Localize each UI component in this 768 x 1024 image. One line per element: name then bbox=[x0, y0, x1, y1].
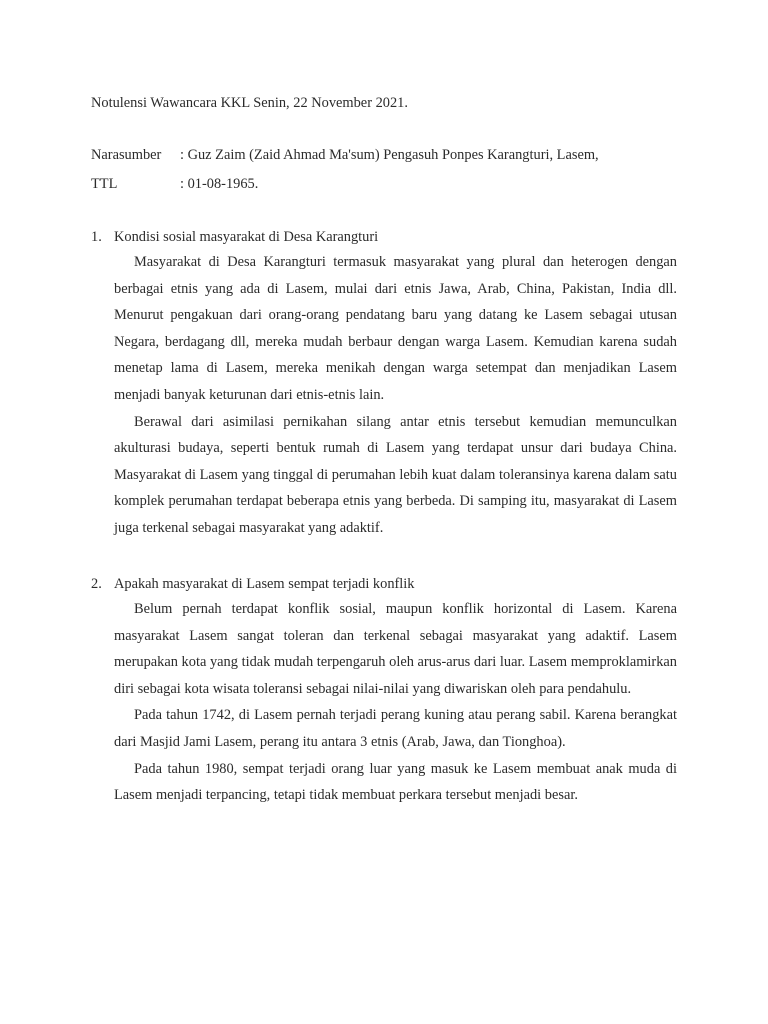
section-heading-1 bbox=[91, 228, 378, 246]
meta-label: Narasumber bbox=[91, 147, 162, 163]
section-body-2 bbox=[114, 596, 677, 809]
paragraph: Masyarakat di Desa Karangturi termasuk masyarakat yang plural dan heterogen dengan berbagai etnis yang ada di Lasem, mulai dari etnis Jawa, Arab, China, Pakistan, India dll. Menurut pengakuan dari orang-orang pendatang baru yang datang ke Lasem sebagai utusan Negara, berdagang dll, mereka mudah berbaur dengan warga Lasem. Kemudian karena sudah menetap lama di Lasem, mereka menikah dengan warga setempat dan menjadikan Lasem menjadi banyak keturunan dari etnis-etnis lain. bbox=[114, 254, 677, 403]
meta-value: : Guz Zaim (Zaid Ahmad Ma'sum) Pengasuh Ponpes Karangturi, Lasem, bbox=[180, 147, 599, 163]
paragraph: Pada tahun 1742, di Lasem pernah terjadi perang kuning atau perang sabil. Karena berangkat dari Masjid Jami Lasem, perang itu antara 3 etnis (Arab, Jawa, dan Tionghoa). bbox=[114, 707, 677, 750]
meta-value: : 01-08-1965. bbox=[180, 176, 259, 192]
section-body-1 bbox=[114, 249, 677, 542]
section-heading-2 bbox=[91, 575, 415, 593]
section-number: 2. bbox=[91, 576, 102, 592]
document-title: Notulensi Wawancara KKL Senin, 22 November 2021. bbox=[91, 95, 408, 111]
meta-label: TTL bbox=[91, 176, 118, 192]
meta-row-narasumber bbox=[91, 146, 599, 164]
paragraph: Pada tahun 1980, sempat terjadi orang luar yang masuk ke Lasem membuat anak muda di Lasem menjadi terpancing, tetapi tidak membuat perkara tersebut menjadi besar. bbox=[114, 760, 677, 804]
meta-row-ttl bbox=[91, 175, 258, 193]
section-title: Kondisi sosial masyarakat di Desa Karangturi bbox=[114, 229, 379, 245]
section-title: Apakah masyarakat di Lasem sempat terjadi konflik bbox=[114, 576, 415, 592]
section-number: 1. bbox=[91, 229, 102, 245]
paragraph: Belum pernah terdapat konflik sosial, maupun konflik horizontal di Lasem. Karena masyarakat Lasem sangat toleran dan terkenal sebagai masyarakat yang adaktif. Lasem merupakan kota yang tidak mudah terpengaruh oleh arus-arus dari luar. Lasem memproklamirkan diri sebagai kota wisata toleransi sebagai nilai-nilai yang diwariskan oleh para pendahulu. bbox=[114, 601, 677, 697]
paragraph: Berawal dari asimilasi pernikahan silang antar etnis tersebut kemudian memunculkan akulturasi budaya, seperti bentuk rumah di Lasem yang terdapat unsur dari budaya China. Masyarakat di Lasem yang tinggal di perumahan lebih kuat dalam toleransinya karena dalam satu komplek perumahan terdapat beberapa etnis yang berbeda. Di samping itu, masyarakat di Lasem juga terkenal sebagai masyarakat yang adaktif. bbox=[114, 413, 677, 536]
